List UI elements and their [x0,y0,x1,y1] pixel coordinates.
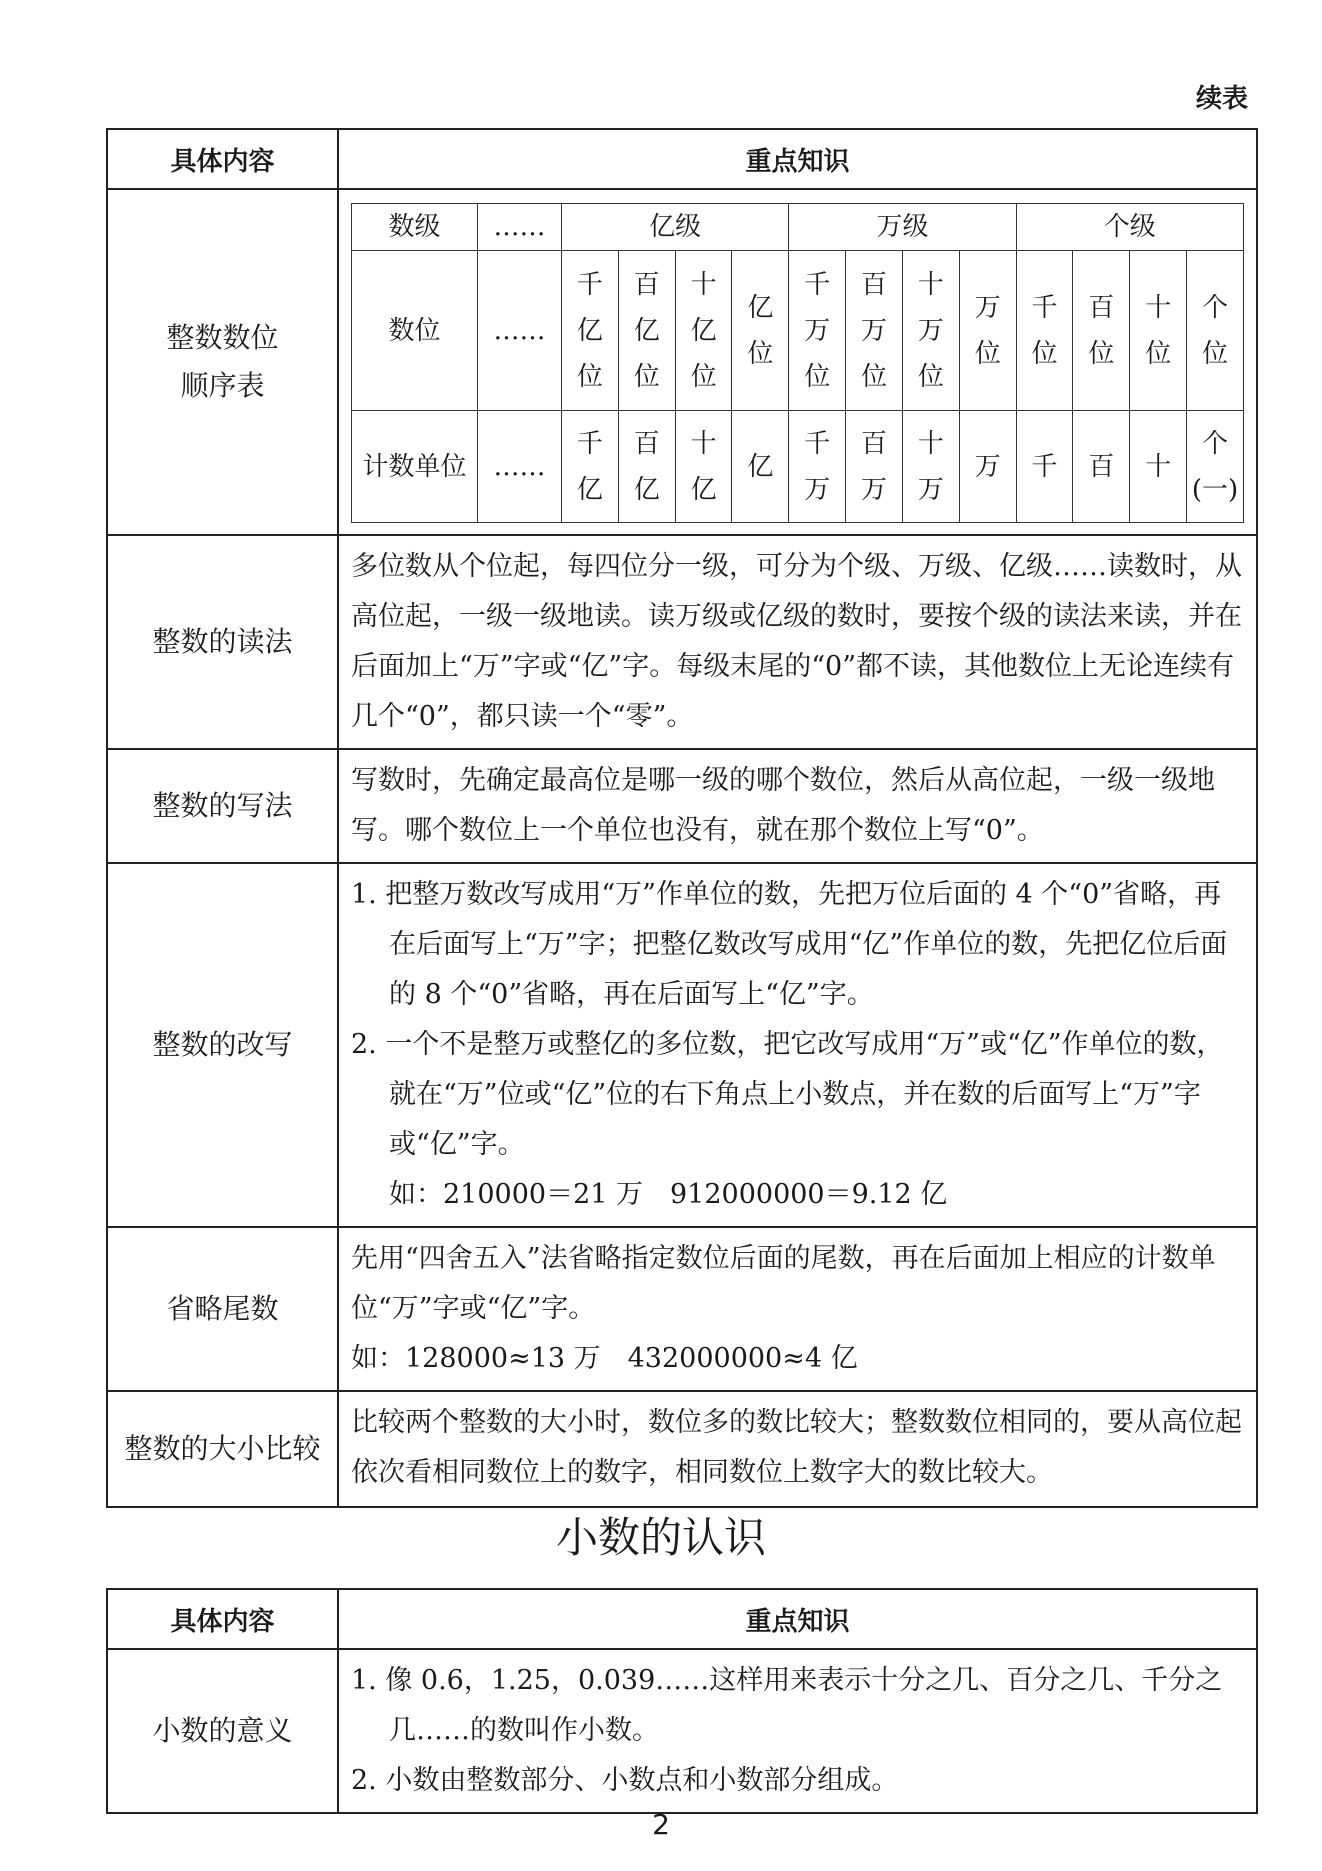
table-row [107,1649,1257,1813]
level-ge: 个级 [1016,204,1243,251]
position-wan: 万 位 [959,251,1016,411]
row-label: 整数的大小比较 [107,1391,338,1507]
positions-row [352,251,1244,411]
position-shiwan: 十 万 位 [902,251,959,411]
row-label-line: 整数数位 [166,321,279,354]
ellipsis: …… [478,251,562,411]
unit-wan: 万 [959,411,1016,523]
position-shi: 十 位 [1130,251,1187,411]
unit-shiwan: 十 万 [902,411,959,523]
unit-shi: 十 [1130,411,1187,523]
row-label: 小数的意义 [107,1649,338,1813]
units-label: 计数单位 [352,411,478,523]
units-row [352,411,1244,523]
header-content: 具体内容 [107,1589,338,1649]
position-baiyi: 百 亿 位 [618,251,675,411]
list-item: 2. 小数由整数部分、小数点和小数部分组成。 [351,1765,899,1796]
row-label: 整数的写法 [107,749,338,863]
row-label: 整数的读法 [107,535,338,749]
unit-qianyi: 千 亿 [562,411,619,523]
section-title: 小数的认识 [555,1513,766,1562]
table-row [107,1227,1257,1391]
row-label-line: 顺序表 [180,369,265,402]
row-content [338,749,1257,863]
positions-label: 数位 [352,251,478,411]
ellipsis: …… [478,411,562,523]
table-row [107,863,1257,1227]
position-yi: 亿 位 [732,251,789,411]
table-row [107,189,1257,535]
continued-label: 续表 [1196,84,1249,114]
list-item: 1. 像 0.6，1.25，0.039……这样用来表示十分之几、百分之几、千分之几……的数叫作小数。 [351,1665,1223,1746]
paragraph: 比较两个整数的大小时，数位多的数比较大；整数数位相同的，要从高位起依次看相同数位上的数字，相同数位上数字大的数比较大。 [351,1407,1242,1488]
levels-row [352,204,1244,251]
header-knowledge: 重点知识 [338,1589,1257,1649]
level-wan: 万级 [789,204,1016,251]
unit-baiwan: 百 万 [846,411,903,523]
unit-baiyi: 百 亿 [618,411,675,523]
position-ge: 个 位 [1187,251,1244,411]
ellipsis: …… [478,204,562,251]
row-label-place-chart [107,189,338,535]
position-bai: 百 位 [1073,251,1130,411]
paragraph: 写数时，先确定最高位是哪一级的哪个数位，然后从高位起，一级一级地写。哪个数位上一个单位也没有，就在那个数位上写“0”。 [351,765,1215,846]
row-content [338,1227,1257,1391]
position-qianyi: 千 亿 位 [562,251,619,411]
unit-bai: 百 [1073,411,1130,523]
unit-yi: 亿 [732,411,789,523]
table-header-row [107,1589,1257,1649]
row-content [338,1391,1257,1507]
list-item: 1. 把整万数改写成用“万”作单位的数，先把万位后面的 4 个“0”省略，再在后面写上“万”字；把整亿数改写成用“亿”作单位的数，先把亿位后面的 8 个“0”省略，再在后面写上“亿”字。 [351,879,1228,1010]
table-row [107,535,1257,749]
decimal-knowledge-table [106,1588,1258,1814]
position-baiwan: 百 万 位 [846,251,903,411]
table-header-row [107,129,1257,189]
page-number: 2 [652,1808,670,1841]
unit-shiyi: 十 亿 [675,411,732,523]
place-value-chart [351,203,1244,523]
paragraph: 先用“四舍五入”法省略指定数位后面的尾数，再在后面加上相应的计数单位“万”字或“亿”字。 [351,1243,1216,1324]
position-shiyi: 十 亿 位 [675,251,732,411]
unit-qian: 千 [1016,411,1073,523]
level-yi: 亿级 [562,204,789,251]
place-chart-cell [338,189,1257,535]
row-label: 省略尾数 [107,1227,338,1391]
row-content [338,1649,1257,1813]
row-label: 整数的改写 [107,863,338,1227]
example: 如：210000＝21 万 912000000＝9.12 亿 [389,1179,948,1210]
position-qian: 千 位 [1016,251,1073,411]
paragraph: 多位数从个位起，每四位分一级，可分为个级、万级、亿级……读数时，从高位起，一级一级地读。读万级或亿级的数时，要按个级的读法来读，并在后面加上“万”字或“亿”字。每级末尾的“0”都不读，其他数位上无论连续有几个“0”，都只读一个“零”。 [351,551,1242,732]
row-content [338,863,1257,1227]
table-row [107,1391,1257,1507]
levels-label: 数级 [352,204,478,251]
header-knowledge: 重点知识 [338,129,1257,189]
position-qianwan: 千 万 位 [789,251,846,411]
table-row [107,749,1257,863]
integer-knowledge-table [106,128,1258,1508]
unit-ge: 个 (一) [1187,411,1244,523]
row-content [338,535,1257,749]
list-item: 2. 一个不是整万或整亿的多位数，把它改写成用“万”或“亿”作单位的数，就在“万”位或“亿”位的右下角点上小数点，并在数的后面写上“万”字或“亿”字。 [351,1029,1224,1160]
header-content: 具体内容 [107,129,338,189]
example: 如：128000≈13 万 432000000≈4 亿 [351,1343,858,1374]
unit-qianwan: 千 万 [789,411,846,523]
